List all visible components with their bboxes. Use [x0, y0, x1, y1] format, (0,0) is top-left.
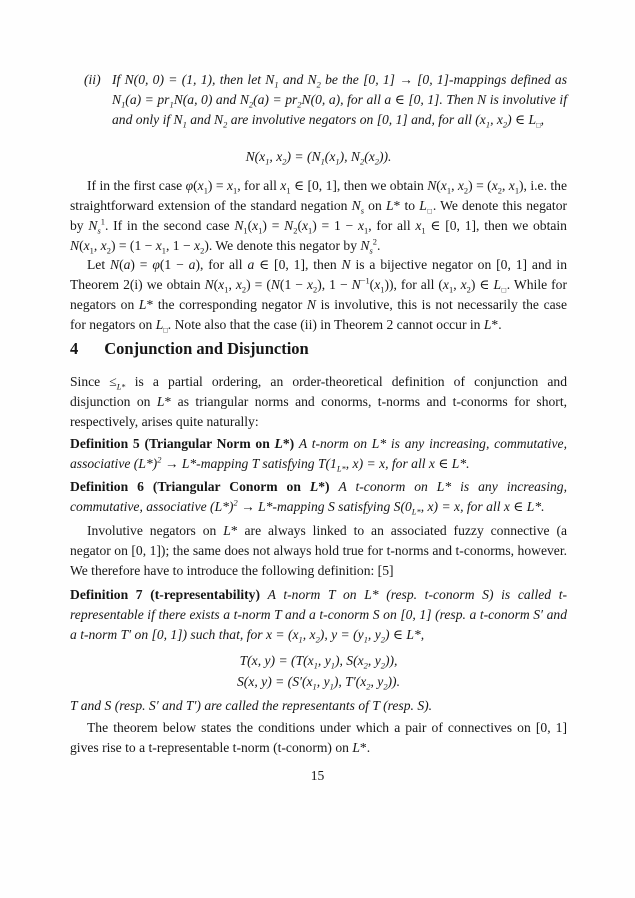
- definition-5: [70, 434, 567, 474]
- page-number: 15: [310, 768, 325, 783]
- equation-t-norm-representation: [70, 650, 567, 692]
- page-content: [70, 0, 567, 898]
- definition-6-body: A t-conorm on L* is any increasing, commutative, associative $(L*)^2$ → L*-mapping S satisfying $S(0_{L*}$, x) = x, for all x ∈ L*.: [70, 479, 567, 517]
- definition-6-title: (Triangular Conorm on L*): [152, 479, 330, 494]
- paragraph-theorem-below: The theorem below states the conditions under which a pair of connectives on [0, 1] gives rise to a t-representable t-norm (t-conorm) on L*.: [70, 720, 567, 755]
- paragraph-bijective-negator: Let N(a) = φ(1 − a), for all a ∈ [0, 1], then N is a bijective negator on [0, 1] and in Theorem 2(i) we obtain $N(x_1$, $x_2) = (N(1 - x_2)$, $1 - N^{-1}(x_1)$), for all ($x_1$, $x_2$) ∈ $L_□$. While for negators on L* the corresponding negator N is involutive, this is not necessarily the case for negators on $L_□$. Note also that the case (ii) in Theorem 2 cannot occur in L*.: [70, 257, 568, 335]
- definition-5-label: Definition 5 (Triangular Norm on L*): [70, 436, 295, 451]
- definition-7: [70, 585, 567, 645]
- section-heading: [70, 338, 567, 360]
- paragraph-involutive-negators: Involutive negators on L* are always linked to an associated fuzzy connective (a negator on [0, 1]); the same does not always hold true for t-norms and t-conorms, however. We therefore have to introduce the following definition: [5]: [70, 523, 567, 578]
- paragraph-first-case: If in the first case $\varphi(x_1) = x_1$, for all $x_1$ ∈ [0, 1], then we obtain $N(x_1$, $x_2) = (x_2$, $x_1$), i.e. the straightforward extension of the standard negation $N_s$ on L* to $L_□$. We denote this negator by $N_s^1$. If in the second case $N_1(x_1) = N_2(x_1) = 1 - x_1$, for all $x_1$ ∈ [0, 1], then we obtain $N(x_1$, $x_2) = (1 - x_1$, $1 - x_2$). We denote this negator by $N_s^2$.: [70, 178, 568, 256]
- definition-5-body: A t-norm on L* is any increasing, commutative, associative $(L*)^2$ → L*-mapping T satisfying $T(1_{L*}$, x) = x, for all x ∈ L*.: [70, 436, 567, 474]
- definition-7-title: (t-representability): [150, 587, 260, 602]
- section-number: 4: [70, 339, 79, 358]
- list-item-ii: [70, 70, 567, 130]
- definition-7-body: A t-norm T on L* (resp. t-conorm S) is called t-representable if there exists a t-norm T and a t-conorm S on [0, 1] (resp. a t-conorm S′ and a t-norm T′ on [0, 1]) such that, for $x = (x_1$, $x_2$), $y = (y_1$, $y_2$) ∈ L*,: [70, 587, 568, 645]
- item-ii-label: (ii): [84, 72, 101, 87]
- equation-negator: $N(x_1$, $x_2) = (N_1(x_1)$, $N_2(x_2)$).: [245, 149, 392, 167]
- equation-t-conorm: S(x, $y) = (S'(x_1$, $y_1$), $T'(x_2$, $y_2$)).: [237, 674, 400, 692]
- section-title: Conjunction and Disjunction: [104, 339, 309, 358]
- definition-6: [70, 477, 567, 517]
- item-ii-text: If N(0, 0) = (1, 1), then let $N_1$ and $N_2$ be the [0, 1] → [0, 1]-mappings defined as $N_1(a) = pr_1N(a$, 0) and $N_2(a) = pr_2N(0$, a), for all a ∈ [0, 1]. Then N is involutive if and only if $N_1$ and $N_2$ are involutive negators on [0, 1] and, for all ($x_1$, $x_2$) ∈ $L_□$,: [112, 72, 568, 130]
- paragraph-representants: T and S (resp. S′ and T′) are called the representants of T (resp. S).: [70, 698, 433, 713]
- definition-6-label: Definition 6 (Triangular Conorm on L*): [70, 479, 330, 494]
- paragraph-since: Since $\le_{L*}$ is a partial ordering, an order-theoretical definition of conjunction and disjunction on L* as triangular norms and conorms, t-norms and t-conorms for short, respectively, arises quite naturally:: [70, 374, 568, 429]
- definition-7-label: Definition 7 (t-representability): [70, 587, 260, 602]
- definition-5-title: (Triangular Norm on L*): [144, 436, 295, 451]
- equation-t-norm: T(x, $y) = (T(x_1$, $y_1$), $S(x_2$, $y_2$)),: [239, 653, 398, 671]
